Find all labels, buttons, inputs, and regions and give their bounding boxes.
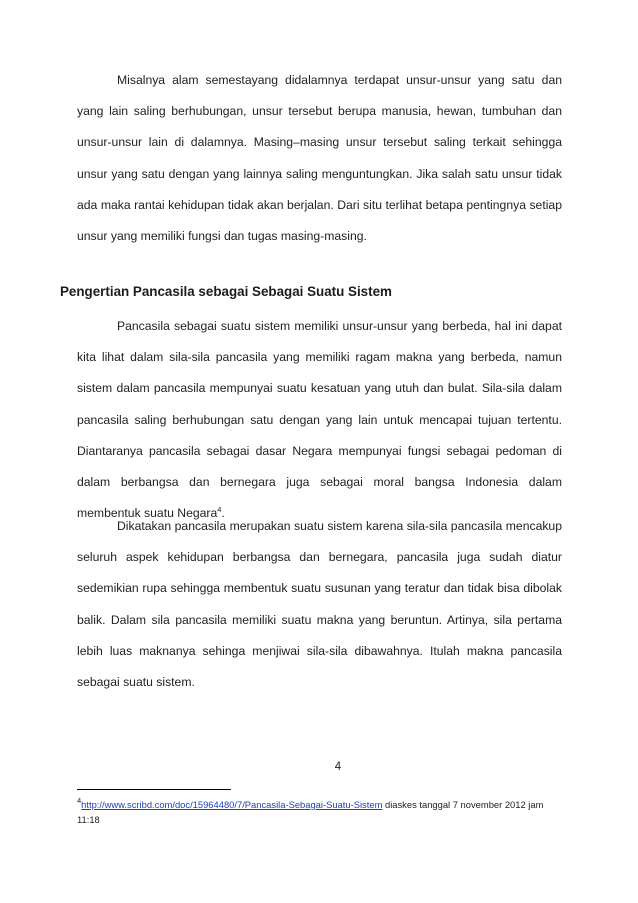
footnote <box>77 798 567 827</box>
paragraph-definition-end: . <box>221 506 225 521</box>
footnote-marker: 4 <box>77 796 82 805</box>
footnote-text: diaskes tanggal 7 november 2012 jam 11:18 <box>77 799 544 825</box>
footnote-separator <box>77 789 231 790</box>
paragraph-intro <box>77 65 562 252</box>
footnote-reference[interactable]: 4 <box>217 505 222 515</box>
paragraph-explanation-text: Dikatakan pancasila merupakan suatu sistem karena sila-sila pancasila mencakup seluruh aspek kehidupan berbangsa dan bernegara, pancasila juga sudah diatur sedemikian rupa sehingga membentuk suatu susunan yang teratur dan tidak bisa dibolak balik. Dalam sila pancasila memiliki suatu makna yang beruntun. Artinya, sila pertama lebih luas maknanya sehinga menjiwai sila-sila dibawahnya. Itulah makna pancasila sebagai suatu sistem. <box>77 519 562 690</box>
paragraph-explanation <box>77 511 562 698</box>
page-number: 4 <box>334 761 342 773</box>
paragraph-definition-text: Pancasila sebagai suatu sistem memiliki unsur-unsur yang berbeda, hal ini dapat kita lihat dalam sila-sila pancasila yang memiliki ragam makna yang berbeda, namun sistem dalam pancasila mempunyai suatu kesatuan yang utuh dan bulat. Sila-sila dalam pancasila saling berhubungan satu dengan yang lain untuk mencapai tujuan tertentu. Diantaranya pancasila sebagai dasar Negara mempunyai fungsi sebagai pedoman di dalam berbangsa dan bernegara juga sebagai moral bangsa Indonesia dalam membentuk suatu Negara <box>77 319 562 521</box>
paragraph-definition <box>77 311 562 529</box>
footnote-link[interactable]: http://www.scribd.com/doc/15964480/7/Pancasila-Sebagai-Suatu-Sistem <box>81 799 383 810</box>
paragraph-intro-text: Misalnya alam semestayang didalamnya terdapat unsur-unsur yang satu dan yang lain saling berhubungan, unsur tersebut berupa manusia, hewan, tumbuhan dan unsur-unsur lain di dalamnya. Masing–masing unsur tersebut saling terkait sehingga unsur yang satu dengan yang lainnya saling menguntungkan. Jika salah satu unsur tidak ada maka rantai kehidupan tidak akan berjalan. Dari situ terlihat betapa pentingnya setiap unsur yang memiliki fungsi dan tugas masing-masing. <box>77 73 562 244</box>
section-heading: Pengertian Pancasila sebagai Sebagai Suatu Sistem <box>60 284 392 299</box>
